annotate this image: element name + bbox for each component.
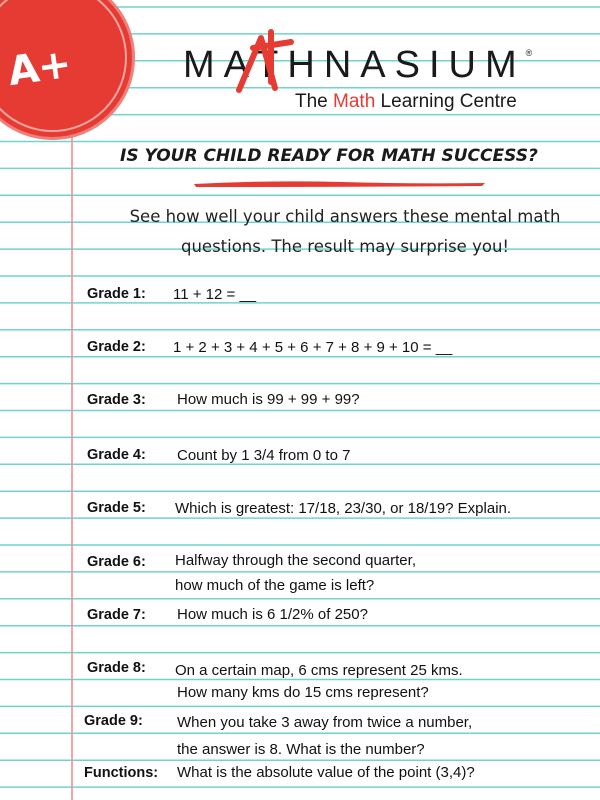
grade-3-label: Grade 3: (87, 392, 146, 408)
grade-9-question-line-1: When you take 3 away from twice a number, (177, 714, 473, 731)
logo-tagline (295, 91, 517, 113)
grade-4-question: Count by 1 3/4 from 0 to 7 (177, 447, 351, 464)
mathnasium-logo (183, 44, 563, 112)
grade-1-question: 11 + 12 = __ (173, 286, 257, 303)
grade-2-label: Grade 2: (87, 339, 146, 355)
grade-6-question-line-1: Halfway through the second quarter, (175, 552, 416, 569)
brush-underline (192, 178, 487, 188)
grade-9-question-line-2: the answer is 8. What is the number? (177, 741, 425, 758)
grade-8-label: Grade 8: (87, 660, 146, 676)
headline: IS YOUR CHILD READY FOR MATH SUCCESS? (120, 146, 538, 166)
grade-8-question-line-1: On a certain map, 6 cms represent 25 kms. (175, 662, 463, 679)
grade-6-question-line-2: how much of the game is left? (175, 577, 375, 594)
grade-4-label: Grade 4: (87, 447, 146, 463)
intro-text (110, 202, 580, 262)
grade-7-question: How much is 6 1/2% of 250? (177, 606, 368, 623)
logo-wordmark-text: MATHNASIUM (183, 44, 526, 86)
grade-5-label: Grade 5: (87, 500, 146, 516)
registered-mark: ® (525, 48, 533, 58)
functions-question: What is the absolute value of the point (3,4)? (177, 764, 475, 781)
tagline-after: Learning Centre (375, 91, 517, 112)
tagline-before: The (295, 91, 334, 112)
grade-3-question: How much is 99 + 99 + 99? (177, 391, 360, 408)
grade-7-label: Grade 7: (87, 607, 146, 623)
intro-line-1: See how well your child answers these mental math (129, 207, 561, 226)
grade-8-question-line-2: How many kms do 15 cms represent? (177, 684, 429, 701)
badge-text: A+ (5, 40, 74, 96)
grade-9-label: Grade 9: (84, 713, 143, 729)
grade-2-question: 1 + 2 + 3 + 4 + 5 + 6 + 7 + 8 + 9 + 10 = __ (173, 339, 453, 356)
tagline-accent: Math (333, 91, 376, 112)
grade-6-label: Grade 6: (87, 554, 146, 570)
grade-5-question: Which is greatest: 17/18, 23/30, or 18/19? Explain. (175, 500, 512, 517)
intro-line-2: questions. The result may surprise you! (180, 237, 510, 256)
functions-label: Functions: (84, 765, 159, 781)
grade-1-label: Grade 1: (87, 286, 146, 302)
